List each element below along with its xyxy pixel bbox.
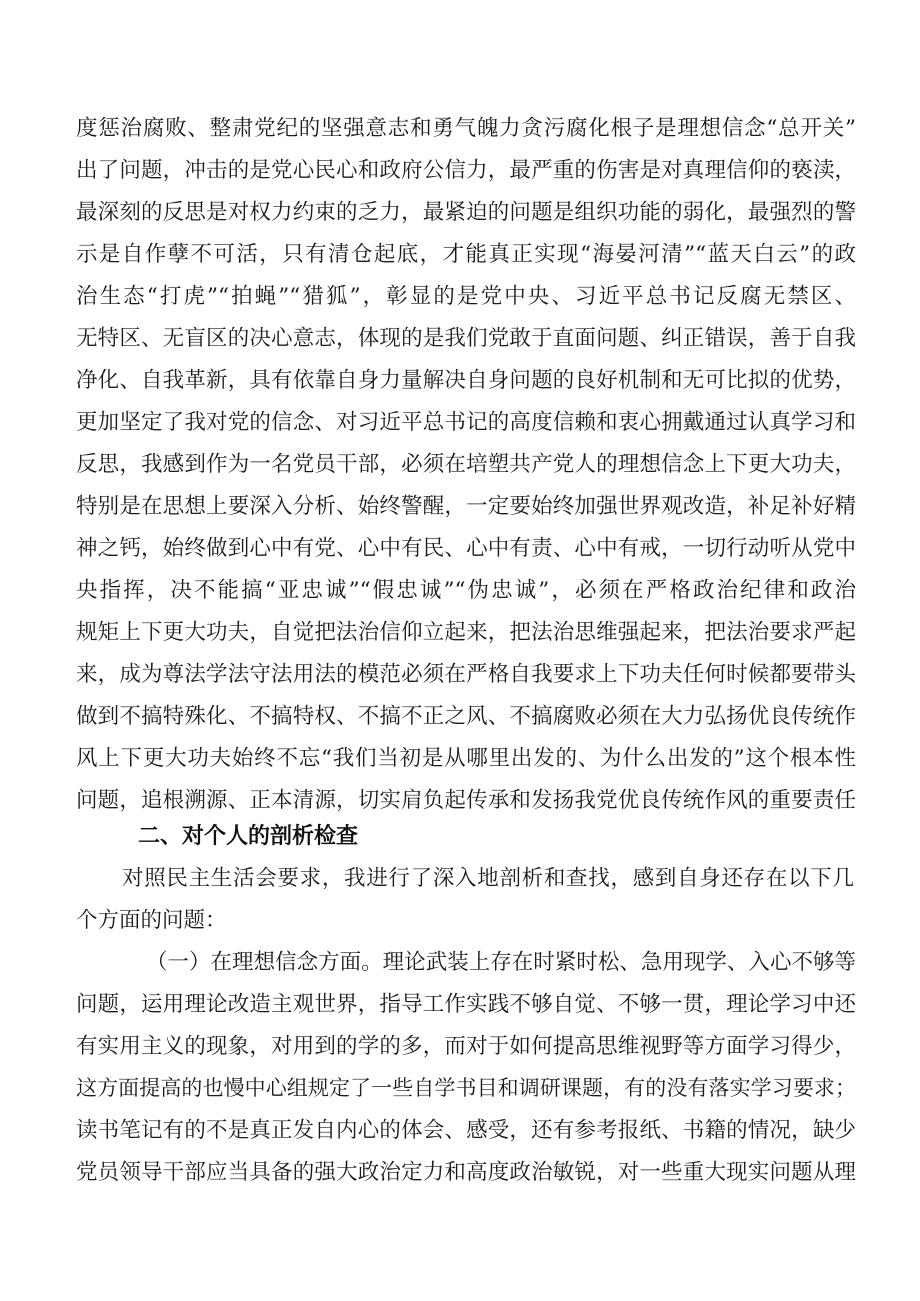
paragraph-1-line: 来，成为尊法学法守法用法的模范必须在严格自我要求上下功夫任何时候都要带头 [76,662,856,687]
paragraph-1-line: 规矩上下更大功夫，自觉把法治信仰立起来，把法治思维强起来，把法治要求严起 [76,620,856,645]
paragraph-1-line: 治生态“打虎”“拍蝇”“猎狐”，彰显的是党中央、习近平总书记反腐无禁区、 [76,284,856,309]
paragraph-1-line: 最深刻的反思是对权力约束的乏力，最紧迫的问题是组织功能的弱化，最强烈的警 [76,200,856,225]
paragraph-3-line: 读书笔记有的不是真正发自内心的体会、感受，还有参考报纸、书籍的情况，缺少 [76,1118,856,1143]
paragraph-1-line: 更加坚定了我对党的信念、对习近平总书记的高度信赖和衷心拥戴通过认真学习和 [76,410,856,435]
paragraph-3-line: 有实用主义的现象，对用到的学的多，而对于如何提高思维视野等方面学习得少， [76,1034,856,1059]
paragraph-3-line: （一）在理想信念方面。理论武装上存在时紧时松、急用现学、入心不够等 [146,950,856,975]
section-heading: 二、对个人的剖析检查 [138,824,359,849]
paragraph-3-line: 问题，运用理论改造主观世界，指导工作实践不够自觉、不够一贯，理论学习中还 [76,992,856,1017]
paragraph-1-line: 风上下更大功夫始终不忘“我们当初是从哪里出发的、为什么出发的”这个根本性 [76,746,856,771]
paragraph-1-line: 做到不搞特殊化、不搞特权、不搞不正之风、不搞腐败必须在大力弘扬优良传统作 [76,704,856,729]
paragraph-1-line: 度惩治腐败、整肃党纪的坚强意志和勇气魄力贪污腐化根子是理想信念“总开关” [76,116,856,141]
paragraph-3-line: 党员领导干部应当具备的强大政治定力和高度政治敏锐，对一些重大现实问题从理 [76,1160,856,1185]
paragraph-2-line: 对照民主生活会要求，我进行了深入地剖析和查找，感到自身还存在以下几 [122,866,854,891]
paragraph-2-line: 个方面的问题： [76,908,227,933]
paragraph-1-line: 反思，我感到作为一名党员干部，必须在培塑共产党人的理想信念上下更大功夫， [76,452,856,477]
paragraph-1-line: 问题，追根溯源、正本清源，切实肩负起传承和发扬我党优良传统作风的重要责任 [76,788,856,813]
paragraph-3-line: 这方面提高的也慢中心组规定了一些自学书目和调研课题，有的没有落实学习要求； [76,1076,856,1100]
paragraph-1-line: 无特区、无盲区的决心意志，体现的是我们党敢于直面问题、纠正错误，善于自我 [76,326,856,351]
paragraph-1-line: 出了问题，冲击的是党心民心和政府公信力，最严重的伤害是对真理信仰的亵渎， [76,158,856,183]
paragraph-1-line: 特别是在思想上要深入分析、始终警醒，一定要始终加强世界观改造，补足补好精 [76,494,856,519]
paragraph-1-line: 神之钙，始终做到心中有党、心中有民、心中有责、心中有戒，一切行动听从党中 [76,536,856,561]
paragraph-1-line: 净化、自我革新，具有依靠自身力量解决自身问题的良好机制和无可比拟的优势， [76,368,856,393]
paragraph-1-line: 央指挥，决不能搞“亚忠诚”“假忠诚”“伪忠诚”，必须在严格政治纪律和政治 [76,578,856,603]
paragraph-1-line: 示是自作孽不可活，只有清仓起底，才能真正实现“海晏河清”“蓝天白云”的政 [76,242,856,267]
